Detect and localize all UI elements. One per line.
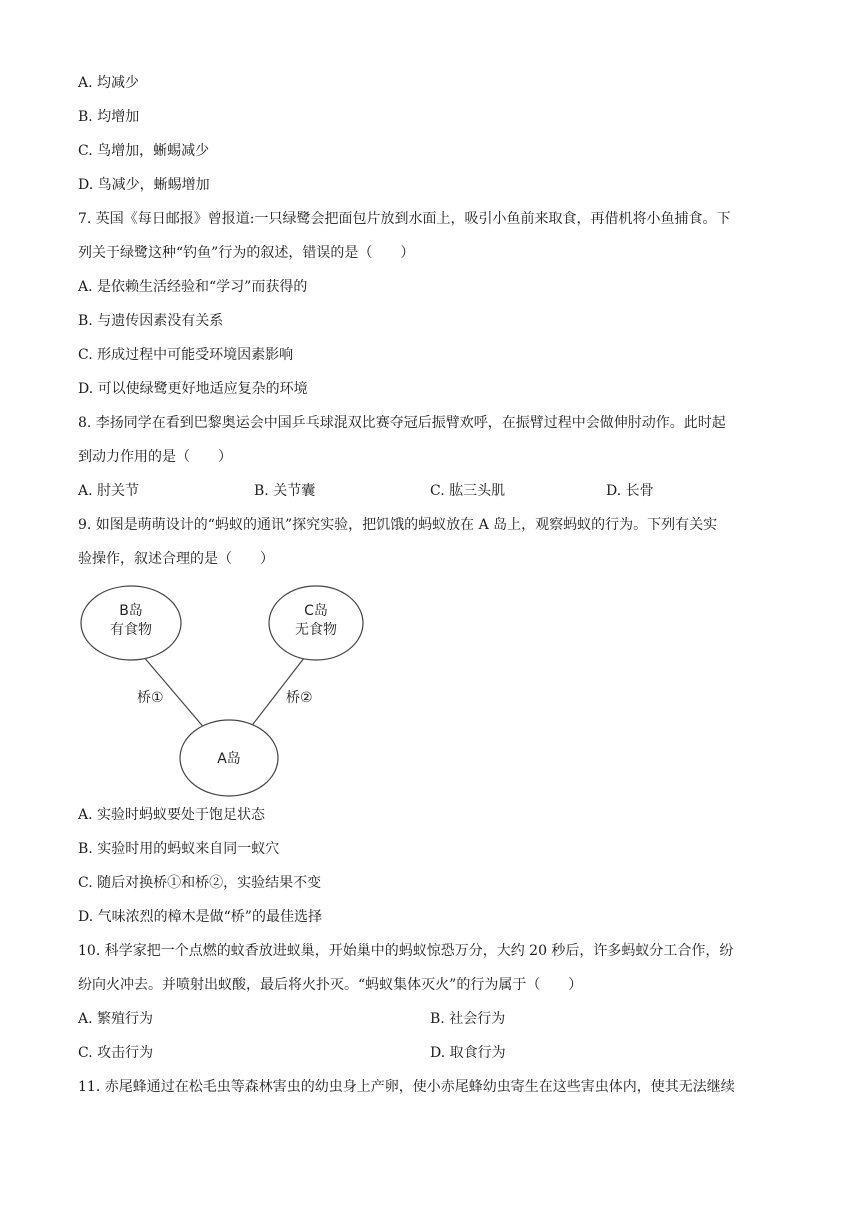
q7-option-b: B. 与遗传因素没有关系 [78, 313, 224, 329]
q6-option-a: A. 均减少 [78, 75, 140, 91]
q10-option-c: C. 攻击行为 [78, 1045, 154, 1061]
q10-stem-line2: 纷向火冲去。并喷射出蚁酸，最后将火扑灭。“蚂蚁集体灭火”的行为属于（ ） [78, 977, 583, 993]
q10-stem-line1: 10. 科学家把一个点燃的蚊香放进蚁巢，开始巢中的蚂蚁惊恐万分，大约 20 秒后，许多蚂蚁分工合作，纷 [78, 943, 734, 959]
q9-option-c: C. 随后对换桥①和桥②，实验结果不变 [78, 875, 322, 891]
q8-option-b: B. 关节囊 [254, 483, 316, 499]
q6-option-d: D. 鸟减少，蜥蜴增加 [78, 177, 210, 193]
ant-communication-diagram [70, 578, 380, 822]
q10-option-b: B. 社会行为 [430, 1011, 506, 1027]
q7-option-d: D. 可以使绿鹭更好地适应复杂的环境 [78, 381, 308, 397]
q7-stem-line2: 列关于绿鹭这种“钓鱼”行为的叙述，错误的是（ ） [78, 245, 415, 261]
q8-option-a: A. 肘关节 [78, 483, 140, 499]
q6-option-c: C. 鸟增加，蜥蜴减少 [78, 143, 210, 159]
q7-option-a: A. 是依赖生活经验和“学习”而获得的 [78, 279, 308, 295]
q8-stem-line2: 到动力作用的是（ ） [78, 449, 232, 465]
q8-option-c: C. 肱三头肌 [430, 483, 506, 499]
q9-stem-line1: 9. 如图是萌萌设计的“蚂蚁的通讯”探究实验，把饥饿的蚂蚁放在 A 岛上，观察蚂蚁的行为。下列有关实 [78, 517, 718, 533]
q11-stem-line1: 11. 赤尾蜂通过在松毛虫等森林害虫的幼虫身上产卵，使小赤尾蜂幼虫寄生在这些害虫体内，使其无法继续 [78, 1079, 735, 1095]
q10-option-d: D. 取食行为 [430, 1045, 506, 1061]
q9-stem-line2: 验操作，叙述合理的是（ ） [78, 551, 274, 567]
q9-option-b: B. 实验时用的蚂蚁来自同一蚁穴 [78, 841, 280, 857]
island-a-label: A岛 [217, 751, 241, 767]
bridge-2-label: 桥② [286, 690, 313, 706]
island-b-food-label: 有食物 [110, 622, 152, 638]
q9-option-a: A. 实验时蚂蚁要处于饱足状态 [78, 807, 266, 823]
q8-option-d: D. 长骨 [606, 483, 654, 499]
island-b-label: B岛 [119, 603, 143, 619]
q8-stem-line1: 8. 李扬同学在看到巴黎奥运会中国乒乓球混双比赛夺冠后振臂欢呼，在振臂过程中会做伸肘动作。此时起 [78, 415, 726, 431]
q9-option-d: D. 气味浓烈的樟木是做“桥”的最佳选择 [78, 909, 322, 925]
q7-stem-line1: 7. 英国《每日邮报》曾报道:一只绿鹭会把面包片放到水面上，吸引小鱼前来取食，再借机将小鱼捕食。下 [78, 211, 731, 227]
bridge-2-line [250, 649, 311, 728]
bridge-1-label: 桥① [137, 690, 164, 706]
q6-option-b: B. 均增加 [78, 109, 140, 125]
q10-option-a: A. 繁殖行为 [78, 1011, 154, 1027]
q7-option-c: C. 形成过程中可能受环境因素影响 [78, 347, 294, 363]
island-c-food-label: 无食物 [295, 622, 337, 638]
island-c-label: C岛 [304, 603, 328, 619]
